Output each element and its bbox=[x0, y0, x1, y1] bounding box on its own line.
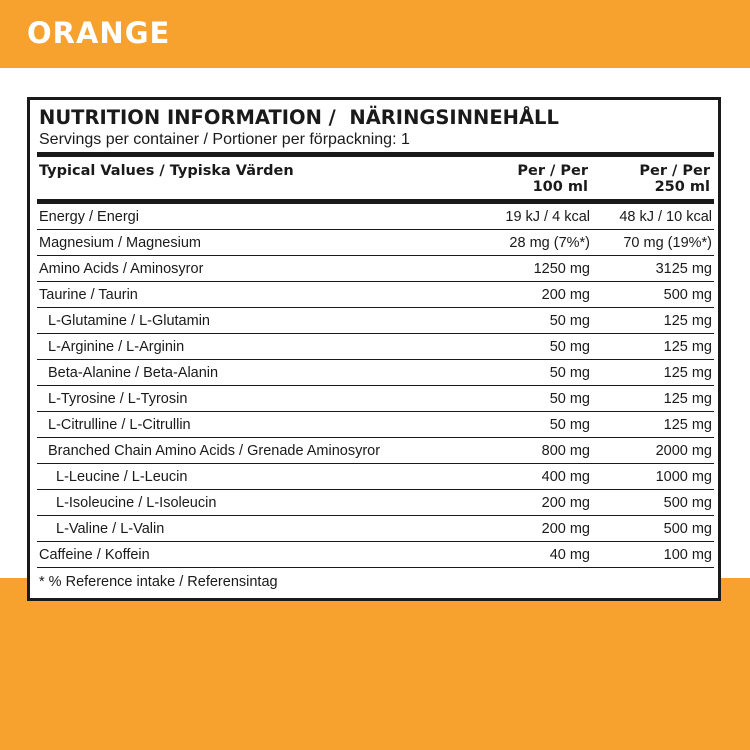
nutrition-panel bbox=[27, 97, 721, 601]
value-per-100ml: 40 mg bbox=[549, 547, 590, 563]
value-per-100ml: 50 mg bbox=[549, 417, 590, 433]
value-per-100ml: 50 mg bbox=[549, 313, 590, 329]
table-row bbox=[37, 308, 714, 334]
value-per-250ml: 500 mg bbox=[663, 287, 712, 303]
header-per-250ml-line1: Per / Per bbox=[639, 163, 710, 179]
value-per-100ml: 400 mg bbox=[541, 469, 590, 485]
value-per-250ml: 125 mg bbox=[663, 391, 712, 407]
table-row bbox=[37, 282, 714, 308]
value-per-250ml: 100 mg bbox=[663, 547, 712, 563]
value-per-100ml: 50 mg bbox=[549, 365, 590, 381]
value-per-250ml: 125 mg bbox=[663, 313, 712, 329]
nutrient-name: Energy / Energi bbox=[39, 209, 139, 225]
flavor-label: ORANGE bbox=[27, 16, 171, 50]
value-per-250ml: 48 kJ / 10 kcal bbox=[619, 209, 712, 225]
value-per-100ml: 800 mg bbox=[541, 443, 590, 459]
header-typical-values: Typical Values / Typiska Värden bbox=[39, 163, 294, 179]
nutrient-name: L-Isoleucine / L-Isoleucin bbox=[56, 495, 217, 511]
table-row bbox=[37, 334, 714, 360]
header-per-100ml-line2: 100 ml bbox=[532, 179, 588, 195]
nutrient-name: Amino Acids / Aminosyror bbox=[39, 261, 204, 277]
value-per-100ml: 28 mg (7%*) bbox=[509, 235, 590, 251]
nutrient-rows bbox=[37, 204, 714, 568]
bottom-orange-band bbox=[0, 578, 750, 750]
nutrient-name: L-Citrulline / L-Citrullin bbox=[48, 417, 191, 433]
table-row bbox=[37, 386, 714, 412]
servings-text: Servings per container / Portioner per förpackning: 1 bbox=[39, 131, 410, 148]
nutrient-name: L-Arginine / L-Arginin bbox=[48, 339, 185, 355]
nutrient-name: L-Glutamine / L-Glutamin bbox=[48, 313, 210, 329]
nutrient-name: Magnesium / Magnesium bbox=[39, 235, 201, 251]
table-row bbox=[37, 516, 714, 542]
footnote: * % Reference intake / Referensintag bbox=[39, 574, 278, 590]
nutrient-name: Branched Chain Amino Acids / Grenade Aminosyror bbox=[48, 443, 381, 459]
value-per-250ml: 125 mg bbox=[663, 339, 712, 355]
value-per-100ml: 200 mg bbox=[541, 495, 590, 511]
header-per-100ml bbox=[517, 163, 588, 195]
table-row bbox=[37, 542, 714, 568]
table-row bbox=[37, 412, 714, 438]
value-per-100ml: 200 mg bbox=[541, 521, 590, 537]
value-per-250ml: 2000 mg bbox=[655, 443, 712, 459]
value-per-100ml: 1250 mg bbox=[533, 261, 590, 277]
table-row bbox=[37, 490, 714, 516]
table-row bbox=[37, 204, 714, 230]
nutrient-name: Caffeine / Koffein bbox=[39, 547, 150, 563]
table-row bbox=[37, 230, 714, 256]
nutrient-name: L-Valine / L-Valin bbox=[56, 521, 165, 537]
header-per-250ml-line2: 250 ml bbox=[654, 179, 710, 195]
table-row bbox=[37, 360, 714, 386]
header-per-250ml bbox=[639, 163, 710, 195]
nutrient-name: Beta-Alanine / Beta-Alanin bbox=[48, 365, 219, 381]
value-per-250ml: 1000 mg bbox=[655, 469, 712, 485]
divider-top bbox=[37, 152, 714, 157]
header-per-100ml-line1: Per / Per bbox=[517, 163, 588, 179]
value-per-250ml: 500 mg bbox=[663, 495, 712, 511]
value-per-250ml: 3125 mg bbox=[655, 261, 712, 277]
nutrient-name: Taurine / Taurin bbox=[39, 287, 138, 303]
value-per-100ml: 50 mg bbox=[549, 391, 590, 407]
nutrient-name: L-Tyrosine / L-Tyrosin bbox=[48, 391, 188, 407]
value-per-100ml: 50 mg bbox=[549, 339, 590, 355]
value-per-250ml: 125 mg bbox=[663, 365, 712, 381]
value-per-100ml: 200 mg bbox=[541, 287, 590, 303]
value-per-250ml: 500 mg bbox=[663, 521, 712, 537]
value-per-250ml: 70 mg (19%*) bbox=[623, 235, 712, 251]
table-row bbox=[37, 464, 714, 490]
panel-title: NUTRITION INFORMATION / NÄRINGSINNEHÅLL bbox=[39, 106, 559, 129]
value-per-100ml: 19 kJ / 4 kcal bbox=[505, 209, 590, 225]
value-per-250ml: 125 mg bbox=[663, 417, 712, 433]
nutrient-name: L-Leucine / L-Leucin bbox=[56, 469, 188, 485]
table-row bbox=[37, 256, 714, 282]
table-row bbox=[37, 438, 714, 464]
